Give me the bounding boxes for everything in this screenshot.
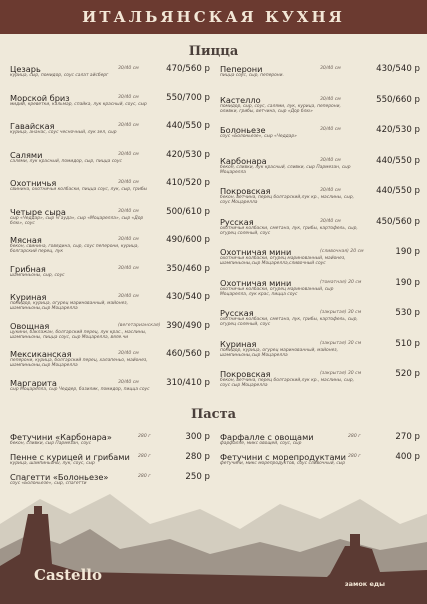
menu-item-price: 430/540 р [376, 64, 420, 74]
menu-item-price: 520 р [395, 369, 420, 379]
menu-item [220, 217, 420, 248]
menu-item-size: 30/40 см [118, 151, 139, 157]
menu-item-description: бекон, сливки, сыр Пармезан, соус [10, 441, 92, 446]
menu-item-description: охотничьи колбаски, огурец маринованный, майонез, шампиньоны,сыр Моцарелла,сливочный соус [220, 256, 346, 267]
menu-item-name: Четыре сыра [10, 206, 66, 217]
pasta-heading: Паста [190, 407, 237, 422]
menu-item-name: Овощная [10, 320, 50, 331]
menu-item-price: 450/560 р [376, 216, 420, 227]
menu-item [220, 432, 420, 452]
menu-item-name: Гавайская [10, 121, 55, 131]
menu-item-name: Мясная [10, 235, 42, 245]
menu-item-description: курица, ананас, соус чесночный, лук зел, сыр [10, 130, 117, 135]
menu-item [220, 186, 420, 217]
menu-item-price: 280 р [185, 452, 210, 462]
menu-item-name: Пенне с курицей и грибами [10, 452, 130, 462]
menu-item-name: Куриная [10, 292, 47, 302]
menu-item-size: 30/40 см [118, 180, 139, 185]
menu-item-price: 420/530 р [376, 125, 420, 135]
menu-item [10, 378, 210, 407]
menu-item-size: (закрытая) 30 см [320, 340, 362, 346]
menu-item-size: (сливочная) 20 см [320, 249, 364, 254]
menu-item-price: 300 р [185, 432, 210, 442]
menu-item-description: соус «Болоньезе», сыр, спагетти [10, 481, 87, 486]
menu-item-description: бекон, ветчина, перец болгарский,лук кр., маслины, сыр, соус Моцарелла [220, 195, 355, 206]
menu-item-size: 30/40 см [320, 188, 341, 193]
menu-item-description: охотничьи колбаски, сметана, лук, грибы, картофель, сыр, огурец соленый, соус [220, 225, 358, 236]
menu-item-description: помидор, курица, огурец маринованный, майонез, шампиньоны,сыр Моцарелла [10, 301, 129, 312]
menu-title: ИТАЛЬЯНСКАЯ КУХНЯ [82, 8, 345, 26]
menu-item-price: 490/600 р [166, 235, 210, 245]
menu-item-price: 550/660 р [376, 94, 420, 105]
menu-item-description: бекон, свинина, говядина, сыр, соус пеперони, курица, болгарский перец, лук [10, 244, 139, 255]
menu-item-description: соус «Болоньезе», сыр «Чеддар» [220, 134, 297, 139]
menu-item [220, 156, 420, 187]
menu-item-size: (закрытая) 30 см [320, 371, 362, 376]
menu-item-description: курица, сыр, помидор, соус салат айсберг [10, 73, 109, 78]
pizza-right-column [220, 64, 420, 400]
menu-item-name: Куриная [220, 338, 257, 349]
menu-item-description: мидии, креветки, кальмар, спайка, лук красный, соус, сыр [10, 101, 147, 107]
menu-item-name: Спагетти «Болоньезе» [10, 472, 109, 482]
menu-item-name: Охотничая мини [220, 247, 292, 257]
menu-item-name: Карбонара [220, 155, 267, 166]
menu-item-name: Мексиканская [10, 349, 72, 359]
menu-item-name: Кастелло [220, 94, 261, 105]
menu-header [0, 0, 427, 34]
menu-item-size: (томатная) 20 см [320, 279, 362, 285]
menu-item-price: 430/540 р [166, 292, 210, 302]
menu-item-price: 270 р [395, 432, 420, 442]
menu-item-name: Охотничья [10, 178, 57, 188]
castello-logo: Castello [34, 566, 102, 584]
menu-item-description: салями, лук красный, помидор, сыр, пицца соус [10, 158, 122, 164]
menu-item [10, 207, 210, 236]
menu-item-price: 530 р [395, 308, 420, 318]
menu-item-size: 280 г [348, 454, 361, 459]
menu-item [10, 321, 210, 350]
menu-item-price: 510 р [395, 338, 420, 349]
menu-item-name: Морской бриз [10, 92, 70, 103]
menu-item-price: 390/490 р [166, 320, 210, 331]
menu-item-name: Покровская [220, 369, 271, 379]
menu-item-description: бекон, сливки, лук красный, сливки, сыр Пармезан, сыр Моцарелла [220, 164, 351, 175]
menu-item [10, 93, 210, 122]
menu-item-description: помидор, курица, огурец маринованный, майонез, шампиньоны,сыр Моцарелла [220, 347, 339, 358]
menu-item-name: Маргарита [10, 377, 57, 388]
menu-item-price: 250 р [185, 472, 210, 482]
menu-item-size: 30/40 см [320, 96, 341, 102]
menu-item-name: Покровская [220, 186, 271, 196]
pizza-left-column [10, 64, 210, 406]
menu-item-size: 30/40 см [118, 237, 139, 242]
menu-item-name: Охотничая мини [220, 277, 292, 288]
menu-item-size: 30/40 см [118, 66, 139, 71]
menu-item-price: 460/560 р [166, 349, 210, 359]
menu-item-price: 500/610 р [166, 206, 210, 217]
menu-item-price: 550/700 р [166, 92, 210, 103]
menu-item-name: Фетучини с морепродуктами [220, 452, 346, 462]
menu-item-description: охотничьи колбаски, сметана, лук, грибы, картофель, сыр, огурец соленый, соус [220, 317, 358, 328]
menu-item-description: курица, шампиньоны, лук, соус, сыр [10, 461, 95, 466]
menu-item [10, 178, 210, 207]
menu-item-description: охотничьи колбаски, огурец маринованный, сыр Моцарелла, лук крас, пицца соус [220, 286, 334, 297]
menu-item-name: Салями [10, 149, 43, 160]
menu-item [220, 339, 420, 370]
menu-item-size: 30/40 см [320, 218, 341, 224]
footer-tagline: замок еды [344, 580, 385, 588]
menu-item [10, 121, 210, 150]
menu-item-size: 30/40 см [118, 351, 139, 356]
menu-item [220, 64, 420, 95]
menu-item-description: помидор, сыр, соус, салями, лук, курица, пеперони, оливки, грибы, ветчина, сыр «Дор блю» [220, 103, 341, 114]
menu-item-description: шампиньоны, сыр, соус [10, 272, 65, 278]
menu-item [220, 95, 420, 126]
menu-item-size: 30/40 см [320, 127, 341, 132]
menu-item [220, 369, 420, 400]
menu-item-name: Русская [220, 216, 254, 227]
menu-item-description: сыр Моцарелла, сыр Чеддер, базилик, помидор, пицца соус [10, 386, 150, 392]
menu-item-size: 30/40 см [118, 208, 139, 214]
menu-item-name: Фарфалле с овощами [220, 432, 314, 442]
menu-item-description: бекон, ветчина, перец болгарский,лук кр., маслины, сыр, соус сыр Моцарелла [220, 378, 355, 389]
menu-item-size: 280 г [138, 454, 151, 459]
menu-item-name: Грибная [10, 263, 46, 274]
menu-item-price: 440/550 р [166, 121, 210, 131]
menu-item-description: фетучини, микс морепродуктов, соус сливочный, сыр [220, 461, 346, 466]
menu-item-size: 30/40 см [118, 265, 139, 271]
menu-item [220, 278, 420, 309]
menu-item-price: 350/460 р [166, 263, 210, 274]
menu-item-price: 190 р [395, 277, 420, 288]
menu-item-size: 30/40 см [118, 379, 139, 385]
menu-item-name: Фетучини «Карбонара» [10, 432, 112, 442]
menu-item [10, 64, 210, 93]
menu-item-price: 470/560 р [166, 64, 210, 74]
menu-item-price: 310/410 р [166, 377, 210, 388]
menu-item-name: Болоньезе [220, 125, 266, 135]
menu-item [220, 125, 420, 156]
menu-item-size: 30/40 см [320, 157, 341, 163]
menu-item [220, 308, 420, 339]
menu-item-price: 440/550 р [376, 155, 420, 166]
menu-item-description: сыр «Чеддар», сыр «Гауда», сыр «Моцарелла», сыр «Дор блю», соус [10, 215, 144, 226]
menu-item [220, 247, 420, 278]
menu-item-size: (закрытая) 30 см [320, 310, 362, 315]
menu-item-description: цукини, баклажан, болгарский перец, лук крас., маслины, шампиньоны, пицца соус, сыр Моцарелла, вяле.чи [10, 329, 147, 340]
menu-item [10, 432, 210, 452]
pizza-heading: Пицца [188, 44, 239, 59]
menu-item [10, 349, 210, 378]
menu-item-price: 190 р [395, 247, 420, 257]
menu-item-name: Цезарь [10, 64, 41, 74]
menu-item-name: Пеперони [220, 64, 263, 74]
menu-item-price: 410/520 р [166, 178, 210, 188]
menu-item-description: фарфалле, микс овощей, соус, сыр [220, 441, 302, 446]
menu-item-price: 420/530 р [166, 149, 210, 160]
menu-item-size: 30/40 см [118, 123, 139, 128]
menu-item-size: 280 г [348, 434, 361, 439]
menu-item [10, 264, 210, 293]
menu-item-price: 400 р [395, 452, 420, 462]
menu-item-description: пеперони, курица, болгарский перец, халапеньо, майонез, шампиньоны,сыр Моцарелла [10, 358, 148, 369]
menu-item-size: 280 г [138, 434, 151, 439]
menu-item-price: 440/550 р [376, 186, 420, 196]
menu-item-size: 30/40 см [320, 66, 341, 71]
menu-item-description: пицца соус, сыр, пеперони. [220, 73, 284, 78]
menu-item-size: 30/40 см [118, 94, 139, 100]
menu-item-description: свинина, охотничьи колбаски, пицца соус, лук, сыр, грибы [10, 187, 147, 192]
menu-item [10, 292, 210, 321]
menu-item [10, 235, 210, 264]
menu-item-size: (вегетарианская) [118, 322, 161, 328]
menu-item [10, 150, 210, 179]
menu-item-name: Русская [220, 308, 254, 318]
menu-item-size: 30/40 см [118, 294, 139, 299]
menu-item-size: 280 г [138, 474, 151, 479]
